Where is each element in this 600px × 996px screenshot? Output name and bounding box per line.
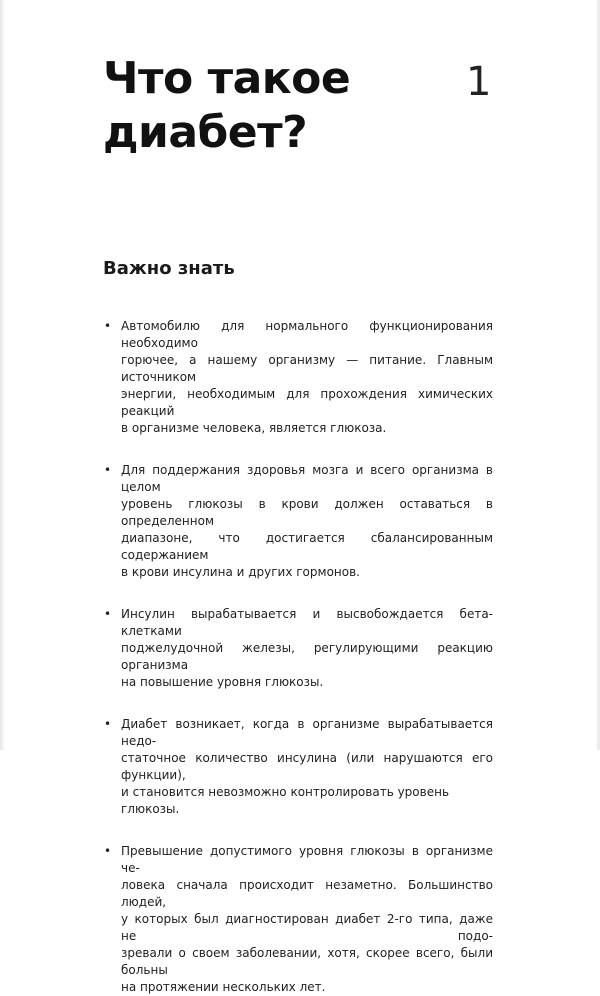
text-line: статочное количество инсулина (или нарушаются его функции), [121,751,493,782]
list-item [103,843,493,996]
text-line: энергии, необходимым для прохождения химических реакций [121,387,493,418]
text-line: на повышение уровня глюкозы. [121,675,324,689]
text-line: зревали о своем заболевании, хотя, скорее всего, были больны [121,946,493,977]
key-points-list [103,318,493,996]
bullet-icon: • [104,319,112,333]
text-line: и становится невозможно контролировать уровень глюкозы. [121,785,450,816]
bullet-icon: • [104,844,112,858]
bullet-icon: • [104,607,112,621]
text-line: горючее, а нашему организму — питание. Главным источником [121,353,493,384]
list-item [103,716,493,818]
list-item [103,462,493,581]
text-line: на протяжении нескольких лет. [121,980,326,994]
section-heading: Важно знать [103,258,235,279]
text-line: уровень глюкозы в крови должен оставаться в определенном [121,497,493,528]
chapter-title-line: диабет? [103,107,308,158]
list-item-text [121,462,493,581]
page-edge-left [0,0,5,750]
chapter-title-line: Что такое [103,53,351,104]
text-line: в организме человека, является глюкоза. [121,421,387,435]
list-item-text [121,716,493,818]
text-line: в крови инсулина и других гормонов. [121,565,360,579]
chapter-title [103,52,350,160]
text-line: Для поддержания здоровья мозга и всего организма в целом [121,463,493,494]
text-line: Инсулин вырабатывается и высвобождается бета-клетками [121,607,493,638]
list-item [103,318,493,437]
text-line: ловека сначала происходит незаметно. Большинство людей, [121,878,493,909]
list-item [103,606,493,691]
list-item-text [121,606,493,691]
text-line: Автомобилю для нормального функционирования необходимо [121,319,493,350]
chapter-number: 1 [466,59,492,105]
text-line: Превышение допустимого уровня глюкозы в организме че- [121,844,493,875]
text-line: поджелудочной железы, регулирующими реакцию организма [121,641,493,672]
list-item-text [121,843,493,996]
text-line: у которых был диагностирован диабет 2-го типа, даже не подо- [121,912,493,943]
list-item-text [121,318,493,437]
text-line: диапазоне, что достигается сбалансированным содержанием [121,531,493,562]
bullet-icon: • [104,463,112,477]
text-line: Диабет возникает, когда в организме вырабатывается недо- [121,717,493,748]
bullet-icon: • [104,717,112,731]
